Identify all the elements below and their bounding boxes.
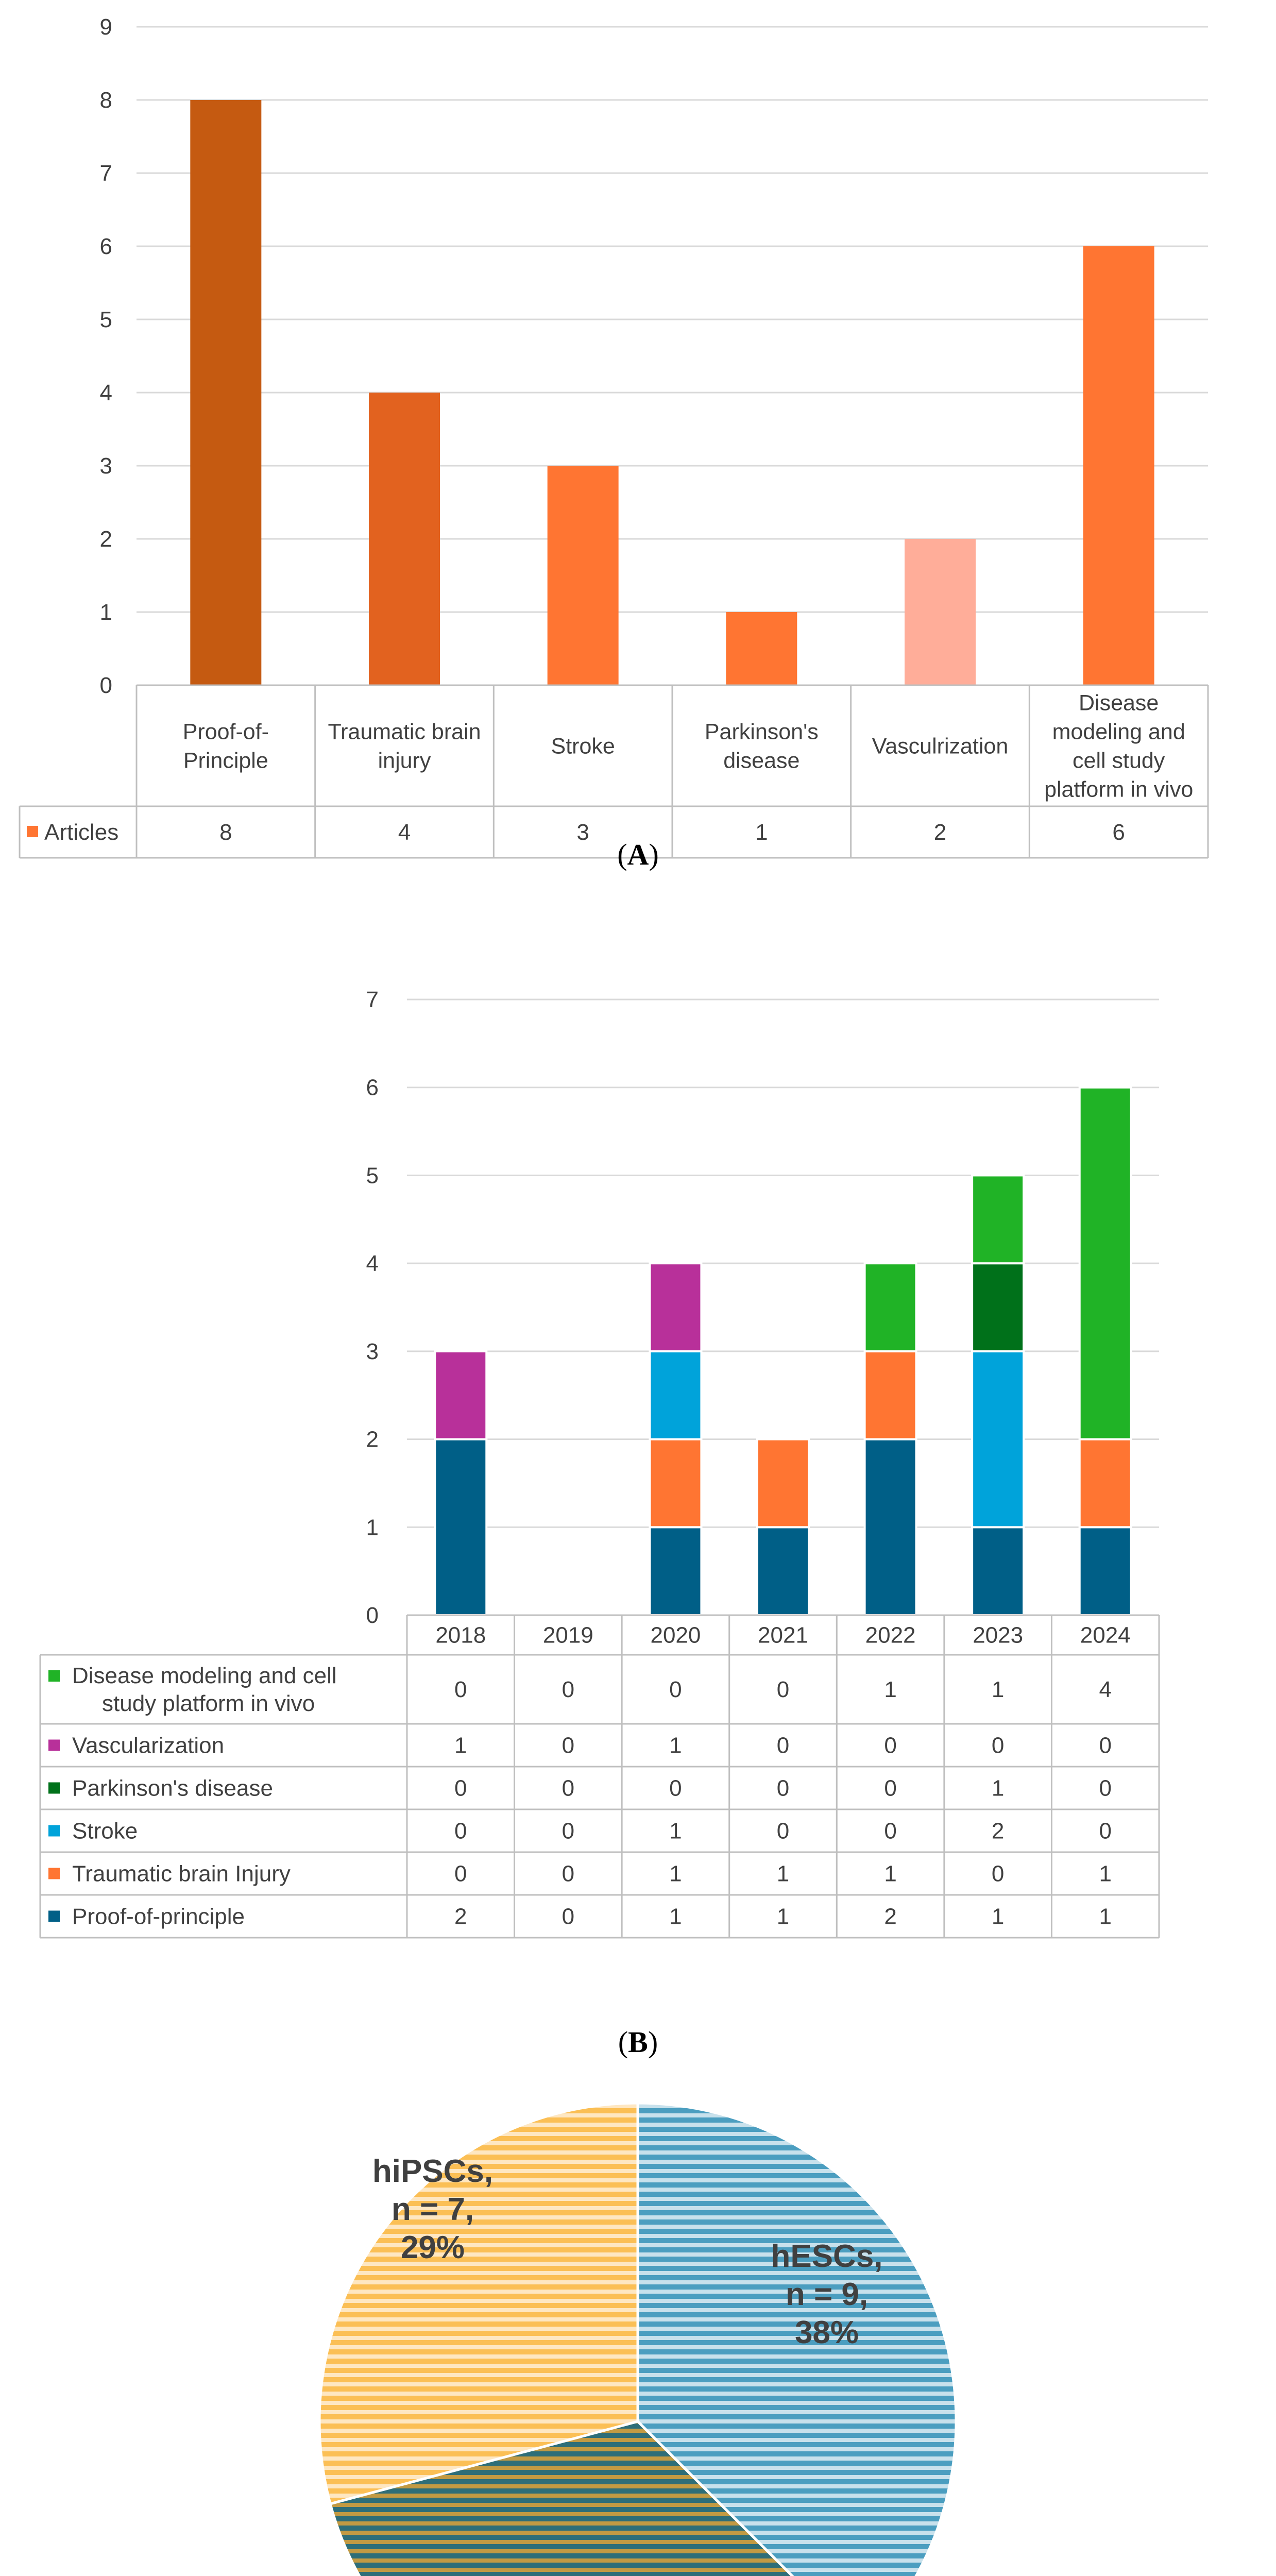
bar-traumatic-brain-injury bbox=[369, 393, 440, 685]
table-value: 2 bbox=[454, 1904, 467, 1929]
x-category-label-2021: 2021 bbox=[758, 1622, 808, 1648]
panel-label-a: (A) bbox=[617, 838, 659, 871]
table-value: 1 bbox=[669, 1861, 682, 1887]
category-label-disease-modeling-and-cell-study-platform-in-vivo: Disease modeling and cell study platform in vivo bbox=[1044, 690, 1194, 802]
bar-segment-proof-of-principle-2024 bbox=[1080, 1527, 1131, 1615]
series-name-vascularization: Vascularization bbox=[72, 1733, 225, 1758]
table-value: 0 bbox=[562, 1818, 575, 1844]
table-value: 1 bbox=[1099, 1861, 1112, 1887]
y-tick-label: 1 bbox=[99, 600, 112, 625]
series-name-parkinson-s-disease: Parkinson's disease bbox=[72, 1775, 273, 1801]
y-tick-label: 4 bbox=[366, 1251, 379, 1277]
table-value: 1 bbox=[454, 1733, 467, 1758]
y-tick-label: 2 bbox=[99, 527, 112, 552]
bar-proof-of-principle bbox=[190, 100, 261, 685]
table-value: 4 bbox=[1099, 1677, 1112, 1702]
table-value: 1 bbox=[669, 1733, 682, 1758]
table-value: 0 bbox=[776, 1818, 790, 1844]
table-value: 0 bbox=[1099, 1818, 1112, 1844]
pie-label-hescs: hESCs, n = 9, 38% bbox=[771, 2239, 883, 2350]
table-value: 0 bbox=[776, 1677, 790, 1702]
table-value: 0 bbox=[454, 1861, 467, 1887]
table-value: 8 bbox=[219, 820, 232, 845]
table-value: 1 bbox=[669, 1904, 682, 1929]
table-value: 6 bbox=[1112, 820, 1125, 845]
bar-segment-traumatic-brain-injury-2024 bbox=[1080, 1439, 1131, 1528]
bar-segment-proof-of-principle-2022 bbox=[865, 1439, 916, 1615]
category-label-vasculrization: Vasculrization bbox=[872, 734, 1009, 759]
y-tick-label: 8 bbox=[99, 88, 112, 113]
category-label-parkinson-s-disease: Parkinson's disease bbox=[704, 719, 819, 773]
table-value: 0 bbox=[1099, 1733, 1112, 1758]
table-value: 0 bbox=[884, 1733, 897, 1758]
x-category-label-2022: 2022 bbox=[865, 1622, 916, 1648]
y-tick-label: 7 bbox=[99, 161, 112, 186]
table-value: 1 bbox=[991, 1904, 1005, 1929]
legend-swatch-traumatic-brain-injury bbox=[48, 1868, 60, 1879]
bar-segment-proof-of-principle-2018 bbox=[435, 1439, 486, 1615]
panel-label-b-letter: B bbox=[628, 2025, 648, 2059]
series-name-stroke: Stroke bbox=[72, 1818, 138, 1844]
chart-a-gridlines bbox=[137, 27, 1208, 612]
table-value: 1 bbox=[884, 1861, 897, 1887]
panel-label-a-letter: A bbox=[627, 838, 649, 871]
bar-segment-vascularization-2020 bbox=[650, 1263, 701, 1351]
bar-segment-disease-modeling-and-cell-study-platform-in-vivo-2022 bbox=[865, 1263, 916, 1351]
bar-segment-traumatic-brain-injury-2020 bbox=[650, 1439, 701, 1528]
bar-stroke bbox=[548, 466, 619, 685]
table-value: 0 bbox=[776, 1775, 790, 1801]
chart-a-y-ticks bbox=[100, 14, 112, 698]
series-name-disease-modeling-and-cell-study-platform-in-vivo: Disease modeling and cell study platform in vivo bbox=[72, 1663, 337, 1716]
table-value: 0 bbox=[454, 1677, 467, 1702]
table-value: 1 bbox=[755, 820, 768, 845]
table-value: 0 bbox=[669, 1775, 682, 1801]
chart-a bbox=[0, 0, 1276, 886]
series-name-articles: Articles bbox=[44, 820, 119, 845]
table-value: 1 bbox=[1099, 1904, 1112, 1929]
y-tick-label: 3 bbox=[366, 1338, 379, 1364]
y-tick-label: 4 bbox=[99, 380, 112, 405]
legend-swatch-parkinson-s-disease bbox=[48, 1783, 60, 1794]
category-label-traumatic-brain-injury: Traumatic brain injury bbox=[328, 719, 481, 773]
table-value: 0 bbox=[562, 1775, 575, 1801]
table-value: 0 bbox=[562, 1904, 575, 1929]
bar-parkinson-s-disease bbox=[726, 612, 797, 685]
legend-swatch-proof-of-principle bbox=[48, 1911, 60, 1922]
legend-swatch-stroke bbox=[48, 1825, 60, 1837]
chart-b-y-ticks bbox=[366, 987, 379, 1628]
table-value: 0 bbox=[669, 1677, 682, 1702]
bar-segment-stroke-2020 bbox=[650, 1351, 701, 1439]
table-value: 2 bbox=[933, 820, 947, 845]
panel-label-b: (B) bbox=[618, 2025, 658, 2059]
x-category-label-2023: 2023 bbox=[973, 1622, 1024, 1648]
table-value: 1 bbox=[776, 1861, 790, 1887]
y-tick-label: 7 bbox=[366, 987, 379, 1012]
table-value: 0 bbox=[1099, 1775, 1112, 1801]
category-label-stroke: Stroke bbox=[551, 734, 615, 759]
x-category-label-2024: 2024 bbox=[1080, 1622, 1131, 1648]
table-value: 0 bbox=[562, 1677, 575, 1702]
table-value: 1 bbox=[991, 1775, 1005, 1801]
table-value: 0 bbox=[454, 1775, 467, 1801]
y-tick-label: 2 bbox=[366, 1427, 379, 1452]
table-value: 0 bbox=[776, 1733, 790, 1758]
x-category-label-2020: 2020 bbox=[650, 1622, 701, 1648]
table-value: 1 bbox=[776, 1904, 790, 1929]
y-tick-label: 6 bbox=[366, 1075, 379, 1100]
y-tick-label: 0 bbox=[366, 1603, 379, 1628]
table-value: 1 bbox=[884, 1677, 897, 1702]
y-tick-label: 5 bbox=[366, 1163, 379, 1189]
chart-b-data-table bbox=[40, 1615, 1159, 1938]
table-value: 0 bbox=[884, 1775, 897, 1801]
pie-label-hipscs: hiPSCs, n = 7, 29% bbox=[372, 2154, 494, 2265]
chart-b bbox=[0, 948, 1276, 2020]
legend-swatch-articles bbox=[27, 826, 38, 837]
bar-segment-parkinson-s-disease-2023 bbox=[972, 1263, 1024, 1351]
bar-segment-vascularization-2018 bbox=[435, 1351, 486, 1439]
bar-segment-stroke-2023 bbox=[972, 1351, 1024, 1527]
table-value: 0 bbox=[991, 1733, 1005, 1758]
table-value: 0 bbox=[884, 1818, 897, 1844]
legend-swatch-vascularization bbox=[48, 1740, 60, 1751]
y-tick-label: 3 bbox=[99, 453, 112, 479]
bar-segment-proof-of-principle-2021 bbox=[757, 1527, 809, 1615]
table-value: 2 bbox=[884, 1904, 897, 1929]
x-category-label-2019: 2019 bbox=[542, 1622, 593, 1648]
table-value: 0 bbox=[562, 1733, 575, 1758]
chart-c bbox=[0, 2071, 1276, 2576]
y-tick-label: 0 bbox=[99, 673, 112, 698]
series-name-traumatic-brain-injury: Traumatic brain Injury bbox=[72, 1861, 291, 1887]
bar-segment-traumatic-brain-injury-2021 bbox=[757, 1439, 809, 1528]
legend-swatch-disease-modeling-and-cell-study-platform-in-vivo bbox=[48, 1670, 60, 1682]
bar-disease-modeling-and-cell-study-platform-in-vivo bbox=[1083, 246, 1154, 685]
y-tick-label: 6 bbox=[99, 234, 112, 259]
bar-segment-disease-modeling-and-cell-study-platform-in-vivo-2023 bbox=[972, 1175, 1024, 1263]
table-value: 3 bbox=[576, 820, 589, 845]
chart-a-data-table bbox=[20, 685, 1208, 858]
table-value: 1 bbox=[669, 1818, 682, 1844]
table-value: 1 bbox=[991, 1677, 1005, 1702]
table-value: 0 bbox=[991, 1861, 1005, 1887]
bar-segment-traumatic-brain-injury-2022 bbox=[865, 1351, 916, 1439]
table-value: 0 bbox=[454, 1818, 467, 1844]
y-tick-label: 9 bbox=[99, 14, 112, 40]
bar-segment-disease-modeling-and-cell-study-platform-in-vivo-2024 bbox=[1080, 1088, 1131, 1439]
y-tick-label: 1 bbox=[366, 1515, 379, 1540]
y-tick-label: 5 bbox=[99, 307, 112, 332]
table-value: 0 bbox=[562, 1861, 575, 1887]
category-label-proof-of-principle: Proof-of-Principle bbox=[182, 719, 269, 773]
series-name-proof-of-principle: Proof-of-principle bbox=[72, 1904, 245, 1929]
table-value: 2 bbox=[991, 1818, 1005, 1844]
bar-segment-proof-of-principle-2023 bbox=[972, 1527, 1024, 1615]
x-category-label-2018: 2018 bbox=[435, 1622, 486, 1648]
bar-segment-proof-of-principle-2020 bbox=[650, 1527, 701, 1615]
bar-vasculrization bbox=[905, 539, 976, 685]
table-value: 4 bbox=[398, 820, 411, 845]
